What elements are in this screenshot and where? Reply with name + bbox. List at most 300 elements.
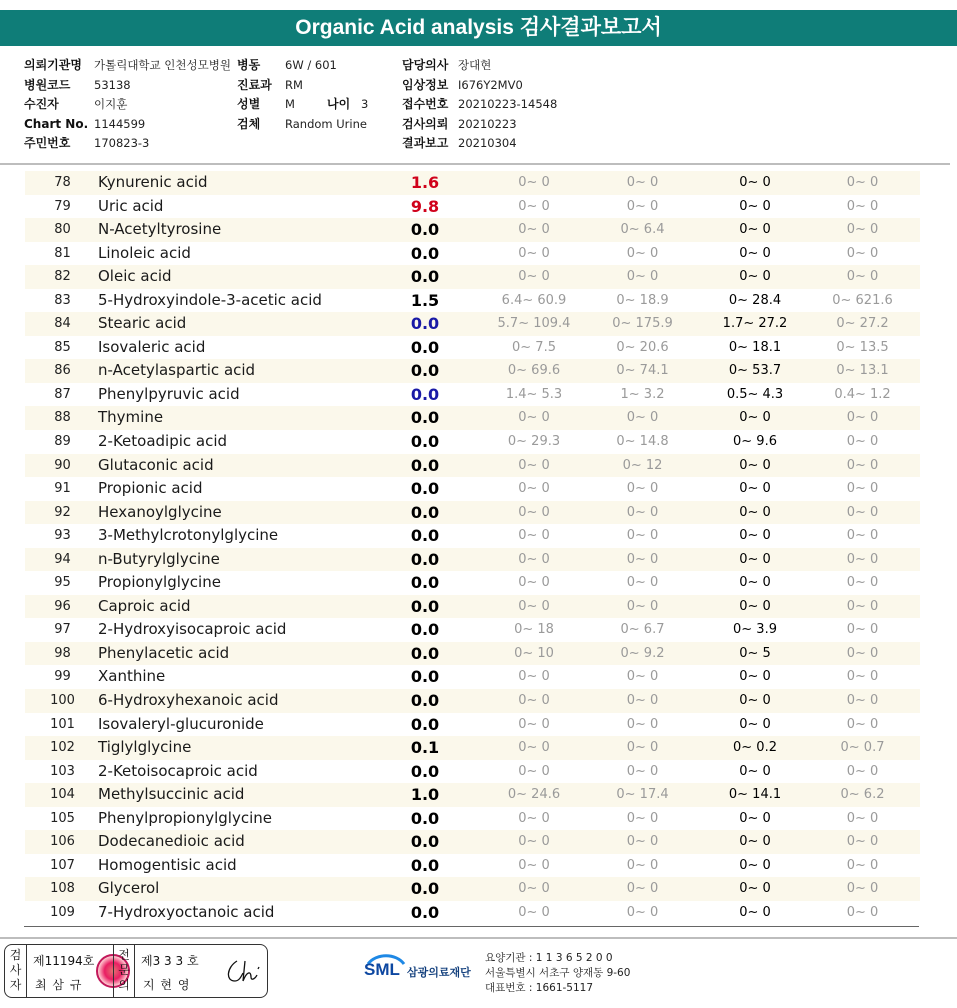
reference-range: 0~ 0 [626,669,659,685]
reference-range: 5.7~ 109.4 [497,316,571,332]
reference-range: 0~ 0 [518,410,550,426]
reference-range: 0~ 0 [626,834,659,850]
table-row [25,571,920,595]
row-number: 105 [50,810,75,826]
analyte-name: Dodecanedioic acid [98,832,245,851]
info-row [402,56,557,76]
result-value: 0.0 [410,479,440,499]
table-row [25,430,920,454]
table-row [25,665,920,689]
table-row [25,736,920,760]
reference-range: 0~ 0 [626,551,659,567]
row-number: 85 [54,339,71,355]
reference-range: 0~ 0 [518,904,550,920]
result-value: 0.0 [410,549,440,569]
result-value: 0.0 [410,314,440,334]
info-row [402,76,557,96]
result-value: 0.0 [410,761,440,781]
analyte-name: Caproic acid [98,596,191,615]
info-value: Random Urine [285,116,367,131]
results-table [25,171,920,925]
reference-range: 0~ 0 [518,198,550,214]
sml-logo [364,952,482,992]
result-value: 0.1 [410,738,440,758]
result-value: 9.8 [410,196,440,216]
reference-range: 0~ 0 [626,598,659,614]
info-value: 20210223 [458,116,517,131]
result-value: 0.0 [410,243,440,263]
analyte-name: 5-Hydroxyindole-3-acetic acid [98,290,322,309]
reference-range: 0~ 0 [626,575,659,591]
reference-range: 0~ 0 [518,763,550,779]
table-row [25,195,920,219]
reference-range: 0~ 0 [846,716,879,732]
row-number: 109 [50,904,75,920]
reference-range: 0~ 74.1 [616,363,669,379]
reference-range: 0~ 0 [518,551,550,567]
reference-range: 0~ 0 [846,481,879,497]
analyte-name: Propionic acid [98,479,203,498]
info-row [24,56,231,76]
row-number: 83 [54,292,71,308]
analyte-name: Isovaleryl-glucuronide [98,714,264,733]
reference-range: 0~ 0 [739,881,771,897]
reference-range: 1.4~ 5.3 [505,386,563,402]
reference-range: 0~ 5 [739,645,771,661]
reference-range: 0~ 0.2 [733,740,777,756]
reference-range: 0~ 3.9 [733,622,777,638]
info-label: 진료과 [237,77,272,92]
table-row [25,548,920,572]
reference-range: 0~ 0 [626,504,659,520]
table-row [25,242,920,266]
info-row [24,134,231,154]
table-row [25,218,920,242]
analyte-name: Glutaconic acid [98,455,214,474]
patient-info-col2 [237,56,368,134]
row-number: 87 [54,386,71,402]
row-number: 100 [50,693,75,709]
reference-range: 0~ 18.9 [616,292,669,308]
info-label: 결과보고 [402,136,449,151]
info-row [237,115,368,135]
info-value: 20210304 [458,136,517,151]
reference-range: 0~ 0 [846,269,879,285]
header-divider [0,163,950,165]
reference-range: 0~ 0 [846,598,879,614]
reference-range: 0~ 0 [518,575,550,591]
row-number: 92 [54,504,71,520]
reference-range: 0~ 0 [739,857,771,873]
reference-range: 0~ 0 [846,622,879,638]
approver-label [113,945,135,997]
result-value: 0.0 [410,432,440,452]
table-row [25,454,920,478]
result-value: 0.0 [410,455,440,475]
reference-range: 0~ 13.1 [836,363,889,379]
reference-range: 0~ 621.6 [832,292,893,308]
table-row [25,289,920,313]
row-number: 79 [54,198,71,214]
result-value: 0.0 [410,620,440,640]
reference-range: 0~ 9.6 [733,434,777,450]
result-value: 0.0 [410,855,440,875]
analyte-name: Xanthine [98,667,166,686]
info-value: 20210223-14548 [458,97,558,112]
info-label: 의뢰기관명 [24,58,82,72]
table-bottom-rule [24,926,919,927]
reference-range: 0~ 0 [846,457,879,473]
reference-range: 0~ 0 [626,810,659,826]
table-row [25,830,920,854]
footer-divider [0,937,957,939]
reference-range: 0~ 0 [739,222,771,238]
reference-range: 0~ 13.5 [836,339,889,355]
table-row [25,854,920,878]
reference-range: 0~ 0 [739,834,771,850]
reference-range: 0~ 0 [626,763,659,779]
reference-range: 0~ 20.6 [616,339,669,355]
info-row [402,134,557,154]
info-value: 이지훈 [94,97,128,112]
table-row [25,877,920,901]
reference-range: 0~ 0 [846,645,879,661]
info-label: 병원코드 [24,77,71,92]
analyte-name: Isovaleric acid [98,337,206,356]
reference-range: 0~ 14.8 [616,434,669,450]
table-row [25,783,920,807]
row-number: 104 [50,787,75,803]
reference-range: 0~ 175.9 [612,316,673,332]
address-line: 서울특별시 서초구 양재동 9-60 [485,967,631,979]
reference-range: 0~ 0 [518,669,550,685]
table-row [25,501,920,525]
reference-range: 0~ 0.7 [840,740,885,756]
table-row [25,359,920,383]
table-row [25,760,920,784]
approver-license: 제3 3 3 호 [141,954,199,968]
info-value: 1144599 [94,116,146,131]
row-number: 108 [50,881,75,897]
table-row [25,524,920,548]
reference-range: 0~ 0 [518,528,550,544]
analyte-name: 2-Hydroxyisocaproic acid [98,620,287,639]
org-name: 삼광의료재단 [407,966,471,979]
info-label: 성별 [237,97,261,112]
analyte-name: Phenylpropionylglycine [98,808,273,827]
info-row [237,76,368,96]
reference-range: 0~ 0 [739,504,771,520]
result-value: 0.0 [410,832,440,852]
info-value: 6W / 601 [285,58,337,72]
table-row [25,171,920,195]
analyte-name: n-Butyrylglycine [98,549,220,568]
row-number: 78 [54,175,71,190]
analyte-name: Glycerol [98,879,160,898]
reference-range: 6.4~ 60.9 [501,292,567,308]
info-label: 접수번호 [402,97,449,112]
reference-range: 0~ 0 [626,881,659,897]
reference-range: 0~ 0 [518,693,550,709]
info-value: RM [285,77,303,92]
inspector-label-text: 검사자 [9,948,22,992]
approver-label-text: 전문의 [118,948,130,992]
reference-range: 0~ 0 [739,269,771,285]
result-value: 0.0 [410,220,440,240]
reference-range: 0~ 0 [518,269,550,285]
reference-range: 0~ 0 [846,881,879,897]
result-value: 0.0 [410,267,440,287]
reference-range: 0~ 53.7 [728,363,782,379]
reference-range: 0~ 0 [626,528,659,544]
table-row [25,595,920,619]
reference-range: 0~ 0 [626,904,659,920]
table-row [25,477,920,501]
reference-range: 0~ 0 [846,504,879,520]
result-value: 0.0 [410,408,440,428]
info-row [24,115,231,135]
info-row [24,76,231,96]
info-label: 임상정보 [402,77,449,92]
reference-range: 0~ 69.6 [507,363,561,379]
approver-name: 지 현 영 [143,978,191,992]
row-number: 97 [54,622,71,638]
table-row [25,336,920,360]
info-value: I676Y2MV0 [458,77,523,92]
reference-range: 0~ 0 [626,198,659,214]
reference-range: 0~ 0 [518,834,550,850]
reference-range: 0~ 0 [739,716,771,732]
reference-range: 1.7~ 27.2 [722,316,788,332]
address-line: 대표번호 : 1661-5117 [485,982,594,994]
result-value: 0.0 [410,643,440,663]
reference-range: 0~ 0 [846,222,879,238]
reference-range: 0~ 0 [739,551,771,567]
reference-range: 0~ 0 [739,175,771,190]
analyte-name: 2-Ketoisocaproic acid [98,761,258,780]
reference-range: 0~ 0 [518,881,550,897]
reference-range: 0~ 0 [846,551,879,567]
row-number: 91 [54,481,71,497]
reference-range: 0~ 6.2 [840,787,885,803]
signature-box [4,944,268,998]
info-value: 53138 [94,77,131,92]
reference-range: 0~ 0 [846,904,879,920]
reference-range: 0~ 0 [626,716,659,732]
result-value: 0.0 [410,596,440,616]
info-row [237,56,368,76]
reference-range: 0~ 0 [626,481,659,497]
row-number: 95 [54,575,71,591]
reference-range: 0~ 0 [518,598,550,614]
analyte-name: Phenylacetic acid [98,643,230,662]
reference-range: 0~ 0 [739,457,771,473]
analyte-name: Kynurenic acid [98,173,208,191]
reference-range: 0~ 18.1 [728,339,782,355]
reference-range: 0~ 0 [518,175,550,190]
row-number: 88 [54,410,71,426]
result-value: 0.0 [410,361,440,381]
result-value: 1.6 [410,173,440,192]
analyte-name: Tiglylglycine [98,738,192,757]
reference-range: 0~ 0 [739,198,771,214]
result-value: 0.0 [410,879,440,899]
analyte-name: Hexanoylglycine [98,502,222,521]
result-value: 0.0 [410,573,440,593]
row-number: 94 [54,551,71,567]
info-row [24,95,231,115]
reference-range: 0~ 6.4 [620,222,665,238]
result-value: 0.0 [410,526,440,546]
table-row [25,383,920,407]
row-number: 89 [54,434,71,450]
reference-range: 0~ 0 [626,245,659,261]
reference-range: 0~ 10 [514,645,554,661]
reference-range: 0~ 0 [739,245,771,261]
row-number: 102 [50,740,75,756]
row-number: 84 [54,316,71,332]
reference-range: 0~ 0 [626,740,659,756]
reference-range: 0~ 0 [846,693,879,709]
analyte-name: Homogentisic acid [98,855,237,874]
reference-range: 0~ 0 [846,669,879,685]
info-label: Chart No. [24,116,89,131]
table-row [25,689,920,713]
analyte-name: Stearic acid [98,314,187,333]
info-value: M [285,97,295,112]
row-number: 90 [54,457,71,473]
info-row [402,95,557,115]
reference-range: 0~ 0 [739,410,771,426]
reference-range: 0~ 24.6 [507,787,561,803]
reference-range: 0~ 28.4 [728,292,782,308]
table-row [25,642,920,666]
reference-range: 0~ 0 [518,504,550,520]
table-row [25,406,920,430]
info-value: 장대현 [458,58,492,72]
table-row [25,713,920,737]
result-value: 0.0 [410,384,440,404]
reference-range: 0~ 0 [626,410,659,426]
analyte-name: Phenylpyruvic acid [98,384,240,403]
analyte-name: 6-Hydroxyhexanoic acid [98,691,279,710]
reference-range: 0~ 0 [518,457,550,473]
reference-range: 0~ 0 [739,904,771,920]
inspector-license: 제11194호 [33,954,95,968]
reference-range: 0~ 0 [739,763,771,779]
reference-range: 0~ 0 [626,857,659,873]
age-label: 나이 [327,97,351,112]
row-number: 99 [54,669,71,685]
reference-range: 0~ 0 [846,810,879,826]
row-number: 107 [50,857,75,873]
analyte-name: n-Acetylaspartic acid [98,361,256,380]
row-number: 80 [54,222,71,238]
info-value: 170823-3 [94,136,150,151]
analyte-name: Oleic acid [98,267,172,286]
result-value: 0.0 [410,502,440,522]
reference-range: 0~ 0 [518,740,550,756]
analyte-name: Thymine [98,408,164,427]
table-row [25,901,920,925]
row-number: 86 [54,363,71,379]
reference-range: 0~ 7.5 [512,339,556,355]
reference-range: 0~ 0 [518,481,550,497]
result-value: 1.5 [410,290,440,310]
address-line: 요양기관 : 1 1 3 6 5 2 0 0 [485,952,613,964]
table-row [25,312,920,336]
reference-range: 0~ 0 [846,175,879,190]
reference-range: 0~ 0 [846,528,879,544]
inspector-name: 최 삼 규 [35,978,83,992]
org-address [485,951,630,996]
reference-range: 0~ 0 [739,575,771,591]
reference-range: 0~ 0 [518,810,550,826]
info-label: 병동 [237,58,261,72]
info-label: 검사의뢰 [402,116,449,131]
reference-range: 0~ 27.2 [836,316,889,332]
reference-range: 0~ 0 [626,693,659,709]
reference-range: 0~ 0 [846,834,879,850]
row-number: 101 [50,716,75,732]
info-label: 주민번호 [24,136,71,151]
result-value: 1.0 [410,785,440,805]
reference-range: 0~ 0 [518,245,550,261]
info-row [402,115,557,135]
result-value: 0.0 [410,337,440,357]
row-number: 103 [50,763,75,779]
analyte-name: 7-Hydroxyoctanoic acid [98,902,275,921]
reference-range: 0~ 6.7 [620,622,665,638]
reference-range: 0~ 9.2 [620,645,665,661]
table-row [25,265,920,289]
reference-range: 0~ 0 [518,222,550,238]
reference-range: 0~ 0 [846,245,879,261]
info-value: 가톨릭대학교 인천성모병원 [94,58,231,72]
reference-range: 0~ 0 [518,716,550,732]
report-title: Organic Acid analysis 검사결과보고서 [0,10,957,46]
reference-range: 0~ 0 [846,575,879,591]
analyte-name: Linoleic acid [98,243,191,262]
row-number: 81 [54,245,71,261]
reference-range: 0~ 0 [739,810,771,826]
row-number: 93 [54,528,71,544]
reference-range: 0~ 17.4 [616,787,669,803]
reference-range: 0~ 0 [739,693,771,709]
reference-range: 0~ 0 [626,269,659,285]
result-value: 0.0 [410,691,440,711]
result-value: 0.0 [410,714,440,734]
reference-range: 0~ 0 [846,857,879,873]
inspector-label [5,945,27,997]
reference-range: 0~ 0 [846,410,879,426]
reference-range: 0~ 29.3 [507,434,561,450]
table-row [25,618,920,642]
reference-range: 0~ 14.1 [728,787,782,803]
reference-range: 1~ 3.2 [620,386,665,402]
result-value: 0.0 [410,667,440,687]
reference-range: 0~ 0 [739,528,771,544]
row-number: 98 [54,645,71,661]
info-label: 수진자 [24,97,59,112]
reference-range: 0~ 0 [846,434,879,450]
reference-range: 0~ 18 [514,622,554,638]
reference-range: 0~ 0 [739,669,771,685]
row-number: 106 [50,834,75,850]
result-value: 0.0 [410,902,440,922]
reference-range: 0~ 0 [739,598,771,614]
reference-range: 0~ 0 [846,198,879,214]
